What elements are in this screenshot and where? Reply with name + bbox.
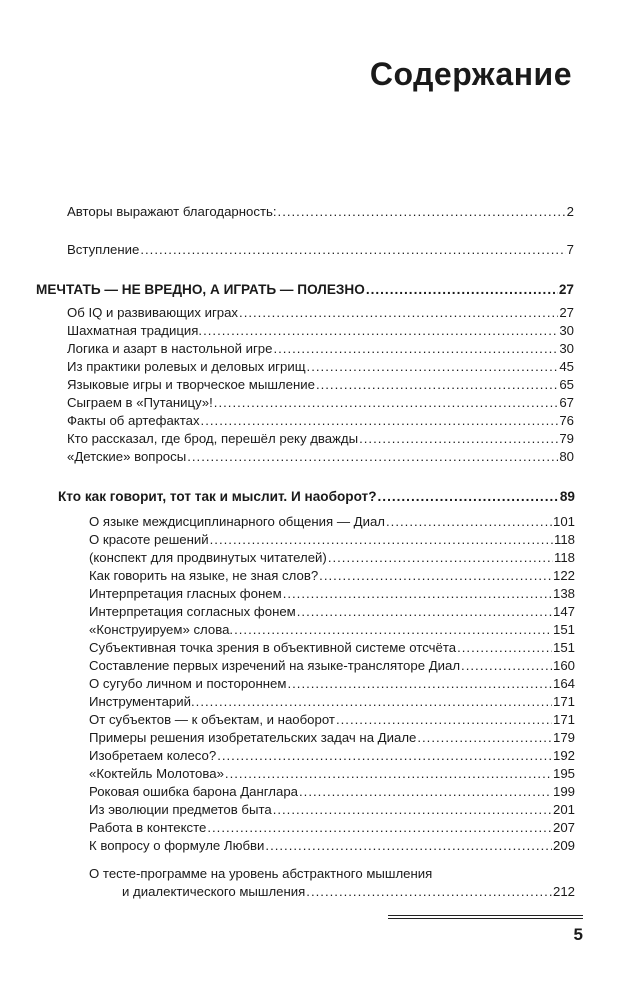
toc-entry-page: 199 — [552, 784, 575, 799]
toc-entry-label: Об IQ и развивающих играх — [67, 305, 239, 320]
toc-entry-label: Языковые игры и творческое мышление — [67, 377, 315, 392]
toc-entry-label: О языке междисциплинарного общения — Диал — [89, 514, 385, 529]
page-number: 5 — [573, 925, 583, 944]
toc-entry-label: От субъектов — к объектам, и наоборот — [89, 712, 335, 727]
toc-entry — [89, 730, 575, 746]
toc-entry-label: Интерпретация гласных фонем — [89, 586, 282, 601]
toc-entry — [89, 586, 575, 602]
toc-entry — [67, 413, 574, 429]
toc-entry-label: Изобретаем колесо? — [89, 748, 217, 763]
toc-leader — [457, 640, 552, 656]
toc-entry-page: 207 — [552, 820, 575, 835]
toc-entry-page: 201 — [552, 802, 575, 817]
toc-entry — [89, 568, 575, 584]
toc-entry-label: и диалектического мышления — [122, 884, 306, 899]
toc-leader — [386, 514, 552, 530]
toc-entry — [89, 640, 575, 656]
toc-entry-page: 30 — [559, 341, 574, 356]
toc-entry-page: 118 — [553, 550, 575, 565]
toc-entry-label: К вопросу о формуле Любви — [89, 838, 265, 853]
toc-entry-page: 2 — [566, 204, 574, 219]
toc-leader — [336, 712, 552, 728]
toc-entry-label: Роковая ошибка барона Данглара — [89, 784, 298, 799]
toc-entry-label: (конспект для продвинутых читателей) — [89, 550, 327, 565]
toc-leader — [306, 884, 552, 900]
toc-entry — [89, 532, 575, 548]
toc-entry-label: «Коктейль Молотова» — [89, 766, 224, 781]
toc-leader — [210, 532, 553, 548]
toc-entry-label: Субъективная точка зрения в объективной системе отсчёта — [89, 640, 457, 655]
toc-leader — [417, 730, 552, 746]
toc-entry-page: 212 — [552, 884, 575, 899]
toc-entry-page: 101 — [552, 514, 575, 529]
toc-entry — [89, 658, 575, 674]
toc-entry — [67, 431, 574, 447]
toc-entry — [89, 838, 575, 854]
toc-leader — [319, 568, 552, 584]
toc-entry-page: 164 — [552, 676, 575, 691]
toc-leader — [299, 784, 552, 800]
toc-entry — [67, 305, 574, 321]
toc-entry-label: Работа в контексте — [89, 820, 207, 835]
toc-entry-page: 209 — [552, 838, 575, 853]
toc-entry-page: 80 — [559, 449, 574, 464]
toc-leader — [287, 676, 552, 692]
toc-entry-page: 118 — [553, 532, 575, 547]
toc-entry-page: 151 — [552, 622, 575, 637]
toc-entry-page: 195 — [552, 766, 575, 781]
toc-leader — [316, 377, 558, 393]
toc-entry — [67, 449, 574, 465]
toc-entry-page: 89 — [559, 489, 575, 504]
toc-leader — [196, 694, 552, 710]
toc-entry-page: 67 — [559, 395, 574, 410]
toc-entry-page: 138 — [552, 586, 575, 601]
toc-entry-label: Логика и азарт в настольной игре — [67, 341, 273, 356]
toc-entry — [67, 359, 574, 375]
toc-entry-label: Из практики ролевых и деловых игрищ — [67, 359, 306, 374]
toc-entry — [89, 712, 575, 728]
toc-leader — [214, 395, 559, 411]
toc-entry-label: Авторы выражают благодарность: — [67, 204, 277, 219]
toc-section-heading — [58, 489, 575, 505]
toc-leader — [203, 323, 558, 339]
toc-entry-page: 171 — [552, 694, 575, 709]
toc-entry-page: 171 — [552, 712, 575, 727]
toc-entry-label: Вступление — [67, 242, 140, 257]
toc-entry-label: Кто как говорит, тот так и мыслит. И наоборот? — [58, 489, 377, 504]
toc-entry-page: 76 — [559, 413, 574, 428]
toc-entry — [67, 242, 574, 258]
toc-leader — [273, 341, 558, 357]
toc-entry — [89, 622, 575, 638]
toc-entry-label: О красоте решений — [89, 532, 209, 547]
toc-leader — [328, 550, 553, 566]
toc-leader — [359, 431, 558, 447]
toc-entry — [67, 323, 574, 339]
toc-entry — [89, 694, 575, 710]
toc-entry-label: Шахматная традиция. — [67, 323, 203, 338]
toc-entry-page: 27 — [559, 305, 574, 320]
toc-entry — [89, 784, 575, 800]
toc-entry-label: Из эволюции предметов быта — [89, 802, 272, 817]
toc-entry — [89, 820, 575, 836]
toc-entry-page: 7 — [566, 242, 574, 257]
page-title: Содержание — [369, 56, 572, 92]
toc-leader — [140, 242, 565, 258]
toc-leader — [225, 766, 552, 782]
toc-entry — [89, 514, 575, 530]
footer-rule — [388, 915, 583, 919]
toc-entry-label: МЕЧТАТЬ — НЕ ВРЕДНО, А ИГРАТЬ — ПОЛЕЗНО — [36, 282, 365, 297]
toc-entry-label: Примеры решения изобретательских задач на Диале — [89, 730, 417, 745]
toc-entry-page: 151 — [552, 640, 575, 655]
toc-section-heading — [36, 282, 574, 298]
toc-leader — [265, 838, 552, 854]
toc-entry — [67, 395, 574, 411]
toc-entry-label: Факты об артефактах — [67, 413, 200, 428]
toc-leader — [273, 802, 552, 818]
toc-leader — [307, 359, 559, 375]
toc-entry-page: 192 — [552, 748, 575, 763]
toc-entry-page: 30 — [559, 323, 574, 338]
toc-leader — [207, 820, 552, 836]
toc-entry-label: О тесте-программе на уровень абстрактного мышления — [89, 866, 433, 881]
toc-leader — [187, 449, 558, 465]
toc-leader — [278, 204, 566, 220]
toc-entry-page: 179 — [552, 730, 575, 745]
toc-entry — [89, 676, 575, 692]
toc-leader — [201, 413, 559, 429]
toc-entry — [67, 204, 574, 220]
toc-entry — [89, 866, 575, 882]
toc-leader — [461, 658, 552, 674]
toc-entry-label: Инструментарий. — [89, 694, 195, 709]
toc-entry-label: О сугубо личном и постороннем — [89, 676, 287, 691]
toc-entry-label: Кто рассказал, где брод, перешёл реку дважды — [67, 431, 359, 446]
toc-entry-page: 122 — [552, 568, 575, 583]
toc-entry-page: 27 — [558, 282, 574, 297]
toc-leader — [283, 586, 552, 602]
toc-entry-page: 160 — [552, 658, 575, 673]
toc-leader — [239, 305, 558, 321]
toc-leader — [297, 604, 552, 620]
toc-entry — [89, 766, 575, 782]
toc-leader — [378, 489, 559, 505]
toc-entry — [89, 802, 575, 818]
toc-entry-page: 65 — [559, 377, 574, 392]
toc-entry-label: Составление первых изречений на языке-трансляторе Диал — [89, 658, 461, 673]
toc-entry-page: 45 — [559, 359, 574, 374]
toc-leader — [366, 282, 558, 298]
toc-leader — [234, 622, 552, 638]
toc-entry-label: «Детские» вопросы — [67, 449, 187, 464]
toc-entry-label: Сыграем в «Путаницу»! — [67, 395, 213, 410]
toc-entry — [89, 748, 575, 764]
toc-entry — [89, 604, 575, 620]
toc-entry-page: 147 — [552, 604, 575, 619]
toc-entry-label: Как говорить на языке, не зная слов? — [89, 568, 319, 583]
toc-entry-label: «Конструируем» слова. — [89, 622, 234, 637]
toc-entry — [67, 341, 574, 357]
toc-leader — [217, 748, 552, 764]
toc-entry — [67, 377, 574, 393]
toc-entry — [89, 550, 575, 566]
toc-entry-label: Интерпретация согласных фонем — [89, 604, 296, 619]
toc-entry-page: 79 — [559, 431, 574, 446]
toc-entry-continuation — [122, 884, 575, 900]
